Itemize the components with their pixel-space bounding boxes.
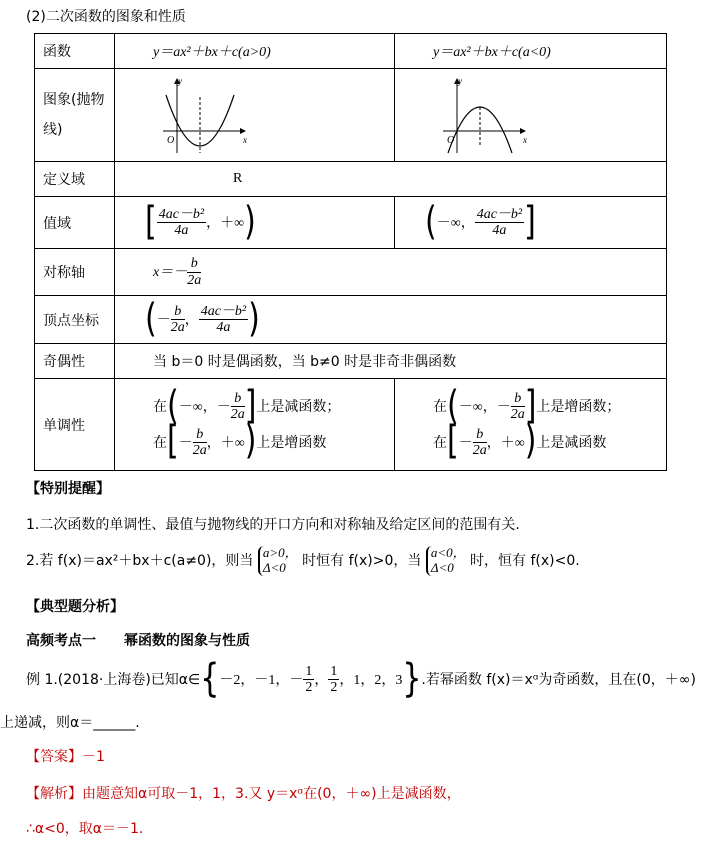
row-label: 对称轴 [35, 249, 115, 296]
table-row [35, 296, 667, 344]
graph-downward [395, 69, 667, 162]
graph-upward [115, 69, 395, 162]
fraction: $\frac{\text{4ac－b²}}{4a}$ [158, 206, 205, 238]
reminder-item-2: 2.若 f(x)＝ax²＋bx＋c(a≠0)，则当 a>0， Δ<0 时恒有 f(x)>0，当 a<0， Δ<0 时，恒有 f(x)<0. [26, 545, 580, 575]
topic-heading: 高频考点一 幂函数的图象与性质 [26, 633, 250, 649]
left-paren: ( [425, 199, 437, 245]
condition-brace: a>0， Δ<0 [258, 546, 298, 576]
axis-value: x＝－ $\frac{b}{2a}$ [115, 249, 667, 296]
section-title: (2)二次函数的图象和性质 [26, 9, 186, 25]
monotonic-positive: 在(－∞，－ $\frac{b}{2a}$ ]上是减函数； 在[－ $\frac{b}{2a}$ ，＋∞)上是增函数 [115, 379, 395, 471]
row-label: 单调性 [35, 379, 115, 471]
function-negative: y＝ax²＋bx＋c(a<0) [395, 34, 667, 69]
origin-label: O [167, 135, 175, 146]
function-positive: y＝ax²＋bx＋c(a>0) [115, 34, 395, 69]
reminder-item-1: 1.二次函数的单调性、最值与抛物线的开口方向和对称轴及给定区间的范围有关. [26, 517, 520, 533]
range-tail: ，＋∞ [206, 215, 245, 231]
answer: 【答案】－1 [26, 749, 105, 765]
right-brace: } [402, 656, 422, 702]
origin-label: O [447, 135, 455, 146]
x-axis-label: x [523, 135, 527, 145]
condition-brace: a<0， Δ<0 [426, 546, 466, 576]
range-positive [115, 197, 395, 249]
right-paren: ) [244, 199, 256, 245]
explanation-line-2: ∴α<0，取α＝－1. [26, 821, 144, 837]
x-axis-label: x [243, 135, 247, 145]
left-brace: { [200, 656, 220, 702]
table-row [35, 34, 667, 69]
right-bracket: ] [524, 199, 536, 245]
vertex-value: (－ $\frac{b}{2a}$ ， $\frac{\text{4ac－b²}}{4a}$ ) [115, 296, 667, 344]
domain-value: R [115, 162, 667, 197]
y-axis-label: y [178, 76, 182, 86]
parabola-downward-graph [438, 75, 538, 155]
example-line-2: 上递减，则α＝______. [0, 715, 140, 731]
explanation-line-1: 【解析】由题意知α可取－1，1，3.又 y＝xᵅ在(0，＋∞)上是减函数， [26, 786, 461, 802]
reminder-title: 【特别提醒】 [26, 481, 110, 497]
table-row [35, 344, 667, 379]
table-row [35, 69, 667, 162]
parabola-upward-graph [158, 75, 258, 155]
table-row [35, 162, 667, 197]
properties-table [34, 33, 667, 471]
table-row [35, 379, 667, 471]
row-label: 定义域 [35, 162, 115, 197]
table-row [35, 249, 667, 296]
fraction: $\frac{\text{4ac－b²}}{4a}$ [476, 206, 523, 238]
row-label: 值域 [35, 197, 115, 249]
monotonic-negative: 在(－∞，－ $\frac{b}{2a}$ ]上是增函数； 在[－ $\frac{b}{2a}$ ，＋∞)上是减函数 [395, 379, 667, 471]
left-bracket: [ [145, 199, 157, 245]
y-axis-label: y [458, 76, 462, 86]
parity-value: 当 b＝0 时是偶函数，当 b≠0 时是非奇非偶函数 [115, 344, 667, 379]
range-negative [395, 197, 667, 249]
row-label: 函数 [35, 34, 115, 69]
example-line-1: 例 1.(2018·上海卷)已知α∈{－2，－1，－ $\frac{1}{2}$ ， $\frac{1}{2}$ ，1，2，3}.若幂函数 f(x)＝xᵅ为奇函数，且在(0，＋∞) [26, 656, 696, 702]
row-label: 图象(抛物线) [35, 69, 115, 162]
analysis-title: 【典型题分析】 [26, 599, 124, 615]
row-label: 顶点坐标 [35, 296, 115, 344]
range-head: －∞， [436, 215, 475, 231]
row-label: 奇偶性 [35, 344, 115, 379]
table-row [35, 197, 667, 249]
